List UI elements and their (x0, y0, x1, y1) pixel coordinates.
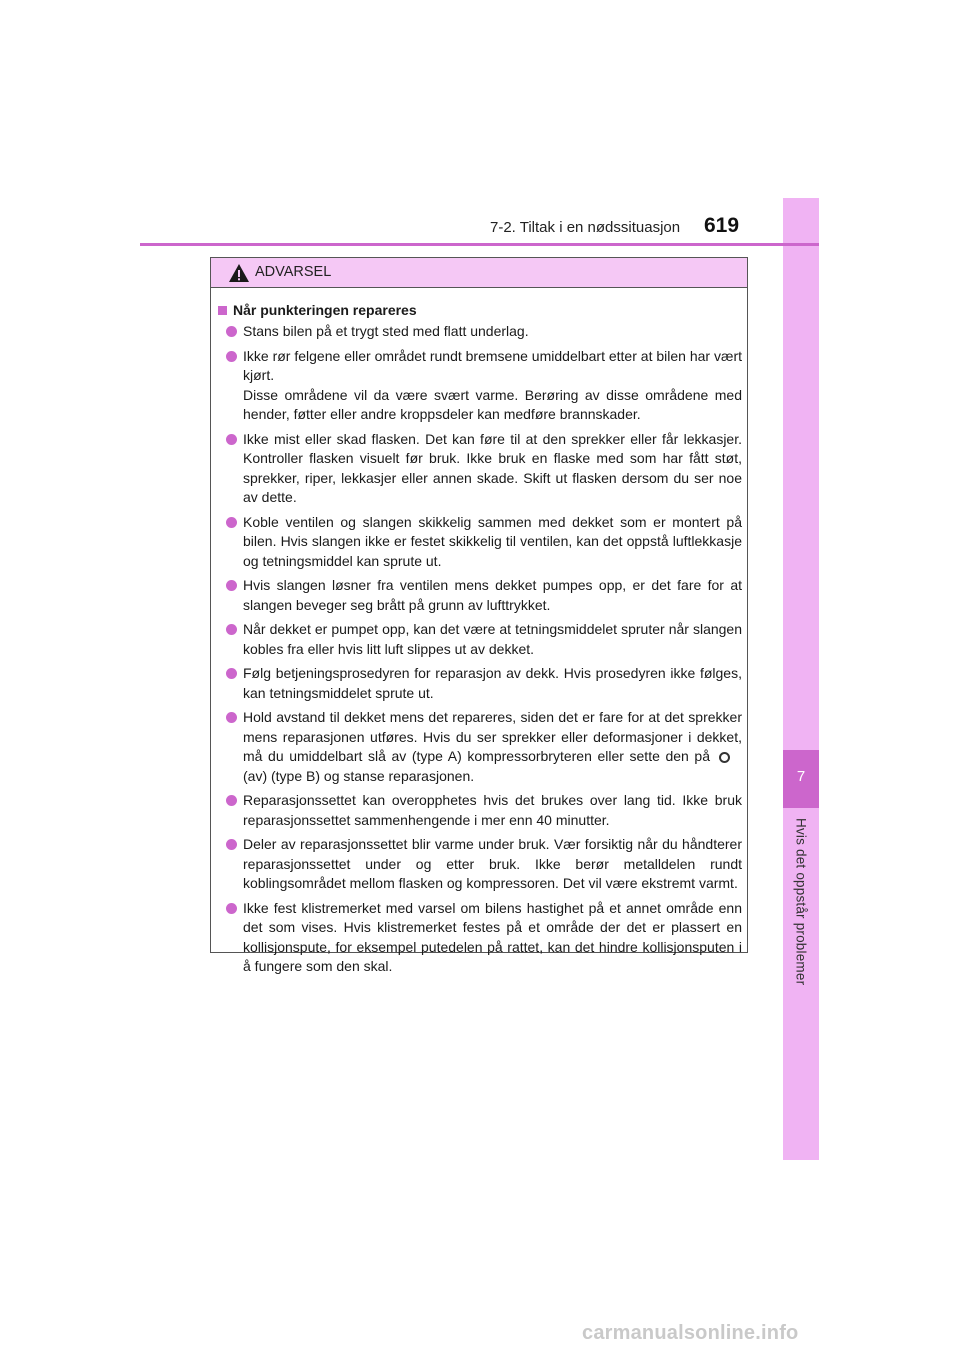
circle-bullet-icon (226, 712, 237, 723)
chapter-number-block (783, 750, 819, 808)
page-number: 619 (704, 214, 740, 237)
list-item-text-after: (av) (type B) og stanse reparasjonen. (243, 767, 475, 784)
list-item (218, 576, 742, 615)
list-item-text: Stans bilen på et trygt sted med flatt underlag. (243, 323, 529, 339)
section-heading-text: Når punkteringen repareres (233, 302, 417, 318)
warning-box (210, 257, 748, 974)
list-item-text: Når dekket er pumpet opp, kan det være at tetningsmiddelet spruter når slangen kobles fra eller hvis litt luft slippes ut av dekket. (243, 621, 742, 657)
list-item-text (243, 708, 742, 786)
circle-bullet-icon (226, 839, 237, 850)
list-item (218, 899, 742, 977)
section-heading (218, 302, 742, 318)
list-item (218, 430, 742, 508)
header-divider (140, 243, 819, 246)
circle-bullet-icon (226, 624, 237, 635)
list-item-text: Ikke mist eller skad flasken. Det kan føre til at den sprekker eller får lekkasjer. Kontroller flasken visuelt før bruk. Ikke bruk en flaske med som har fått støt, sprekker, riper, lekkasjer eller annen skade. Skift ut flasken dersom du ser noe av dette. (243, 430, 742, 505)
circle-bullet-icon (226, 517, 237, 528)
list-item-text: Disse områdene vil da være svært varme. Berøring av disse områdene med hender, føtter eller andre kroppsdeler kan medføre brannskader. (243, 386, 742, 422)
list-item (218, 664, 742, 703)
list-item (218, 620, 742, 659)
chapter-number: 7 (796, 768, 806, 785)
watermark: carmanualsonline.info (582, 1322, 799, 1344)
list-item-text: Koble ventilen og slangen skikkelig sammen med dekket som er montert på bilen. Hvis slangen ikke er festet skikkelig til ventilen, kan det oppstå luftlekkasje og tetningsmiddel kan sprute ut. (243, 513, 742, 569)
warning-list (218, 322, 742, 977)
square-bullet-icon (218, 306, 227, 315)
list-item (218, 835, 742, 894)
circle-bullet-icon (226, 668, 237, 679)
warning-body (211, 288, 747, 977)
off-switch-icon (719, 752, 730, 763)
chapter-title: Hvis det oppstår problemer (793, 818, 809, 986)
list-item-text-before: Hold avstand til dekket mens det repareres, siden det er fare for at det sprekker mens reparasjonen utføres. Hvis du ser sprekker eller deformasjoner i dekket, må du umiddelbart slå av (type A) kompressorbryteren eller sette den på (243, 709, 742, 764)
circle-bullet-icon (226, 795, 237, 806)
list-item (218, 708, 742, 786)
list-item-text: Ikke fest klistremerket med varsel om bilens hastighet på et annet område enn det som vises. Hvis klistremerket festes på et område der det er plassert en kollisjonspute, for eksempel putedelen på rattet, kan det hindre kollisjonsputen i å fungere som den skal. (243, 899, 742, 974)
warning-title: ADVARSEL (255, 264, 332, 280)
circle-bullet-icon (226, 903, 237, 914)
list-item (218, 347, 742, 425)
warning-header (211, 258, 747, 288)
list-item-text: Ikke rør felgene eller området rundt bremsene umiddelbart etter at bilen har vært kjørt. (243, 347, 742, 383)
chapter-side-tab (783, 198, 819, 1160)
list-item-text: Følg betjeningsprosedyren for reparasjon av dekk. Hvis prosedyren ikke følges, kan tetningsmiddelet sprute ut. (243, 665, 742, 701)
list-item-text: Deler av reparasjonssettet blir varme under bruk. Vær forsiktig når du håndterer reparasjonssettet under og etter bruk. Ikke berør metalldelen rundt koblingsområdet mellom flasken og kompressoren. Det vil være ekstremt varmt. (243, 836, 742, 891)
circle-bullet-icon (226, 326, 237, 337)
chapter-title-container (783, 818, 819, 1148)
warning-triangle-icon (228, 263, 250, 283)
list-item (218, 791, 742, 830)
list-item-text: Hvis slangen løsner fra ventilen mens dekket pumpes opp, er det fare for at slangen beveger seg brått på grunn av lufttrykket. (243, 577, 742, 613)
circle-bullet-icon (226, 434, 237, 445)
circle-bullet-icon (226, 351, 237, 362)
list-item (218, 322, 742, 342)
circle-bullet-icon (226, 580, 237, 591)
section-title: 7-2. Tiltak i en nødssituasjon (490, 219, 681, 236)
list-item-text: Reparasjonssettet kan overopphetes hvis det brukes over lang tid. Ikke bruk reparasjonssettet sammenhengende i mer enn 40 minutter. (243, 792, 742, 828)
list-item (218, 513, 742, 572)
